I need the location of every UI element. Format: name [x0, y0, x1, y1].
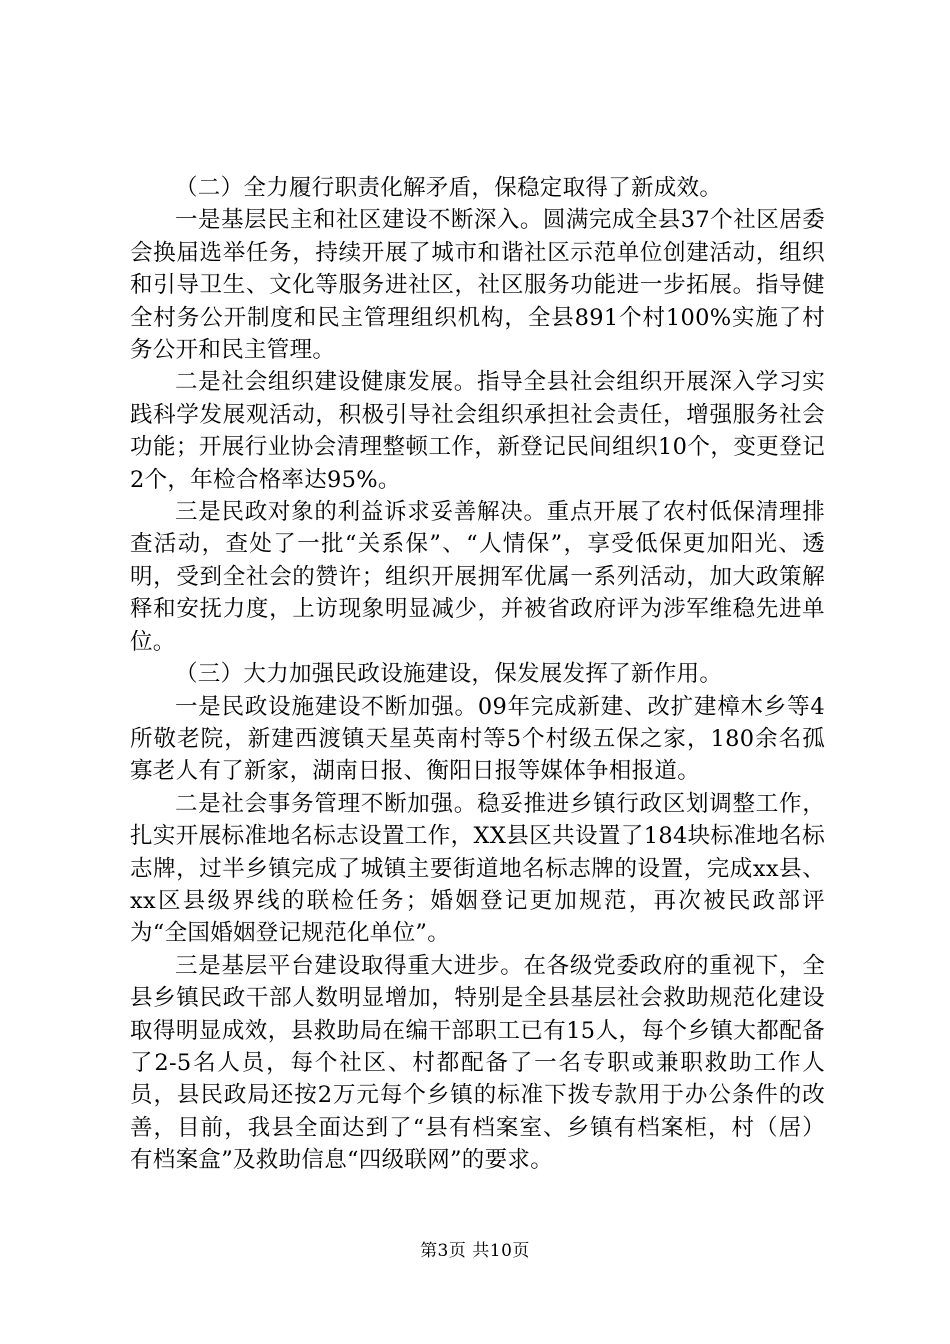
- page-number-footer: 第3页 共10页: [420, 1241, 530, 1261]
- section-heading-3: （三）大力加强民政设施建设，保发展发挥了新作用。: [175, 661, 723, 688]
- section-heading-2: （二）全力履行职责化解矛盾，保稳定取得了新成效。: [175, 175, 723, 201]
- paragraph: 三是基层平台建设取得重大进步。在各级党委政府的重视下，全县乡镇民政干部人数明显增加，特别是全县基层社会救助规范化建设取得明显成效，县救助局在编干部职工已有15人，每个乡镇大都配备了2-5名人员，每个社区、村都配备了一名专职或兼职救助工作人员，县民政局还按2万元每个乡镇的标准下拨专款用于办公条件的改善，目前，我县全面达到了“县有档案室、乡镇有档案柜，村（居）有档案盒”及救助信息“四级联网”的要求。: [130, 952, 825, 1174]
- paragraph: 三是民政对象的利益诉求妥善解决。重点开展了农村低保清理排查活动，查处了一批“关系保”、“人情保”，享受低保更加阳光、透明，受到全社会的赞许；组织开展拥军优属一系列活动，加大政策解释和安抚力度，上访现象明显减少，并被省政府评为涉军维稳先进单位。: [130, 499, 825, 655]
- paragraph: 一是民政设施建设不断加强。09年完成新建、改扩建樟木乡等4所敬老院，新建西渡镇天星英南村等5个村级五保之家，180余名孤寡老人有了新家，湖南日报、衡阳日报等媒体争相报道。: [130, 693, 825, 785]
- body-text: [130, 172, 825, 1177]
- paragraph: 二是社会事务管理不断加强。稳妥推进乡镇行政区划调整工作，扎实开展标准地名标志设置工作，XX县区共设置了184块标准地名标志牌，过半乡镇完成了城镇主要街道地名标志牌的设置，完成xx县、xx区县级界线的联检任务；婚姻登记更加规范，再次被民政部评为“全国婚姻登记规范化单位”。: [130, 790, 825, 947]
- paragraph: 一是基层民主和社区建设不断深入。圆满完成全县37个社区居委会换届选举任务，持续开展了城市和谐社区示范单位创建活动，组织和引导卫生、文化等服务进社区，社区服务功能进一步拓展。指导健全村务公开制度和民主管理组织机构，全县891个村100%实施了村务公开和民主管理。: [130, 207, 825, 364]
- paragraph: 二是社会组织建设健康发展。指导全县社会组织开展深入学习实践科学发展观活动，积极引导社会组织承担社会责任，增强服务社会功能；开展行业协会清理整顿工作，新登记民间组织10个，变更登记2个，年检合格率达95%。: [130, 369, 825, 493]
